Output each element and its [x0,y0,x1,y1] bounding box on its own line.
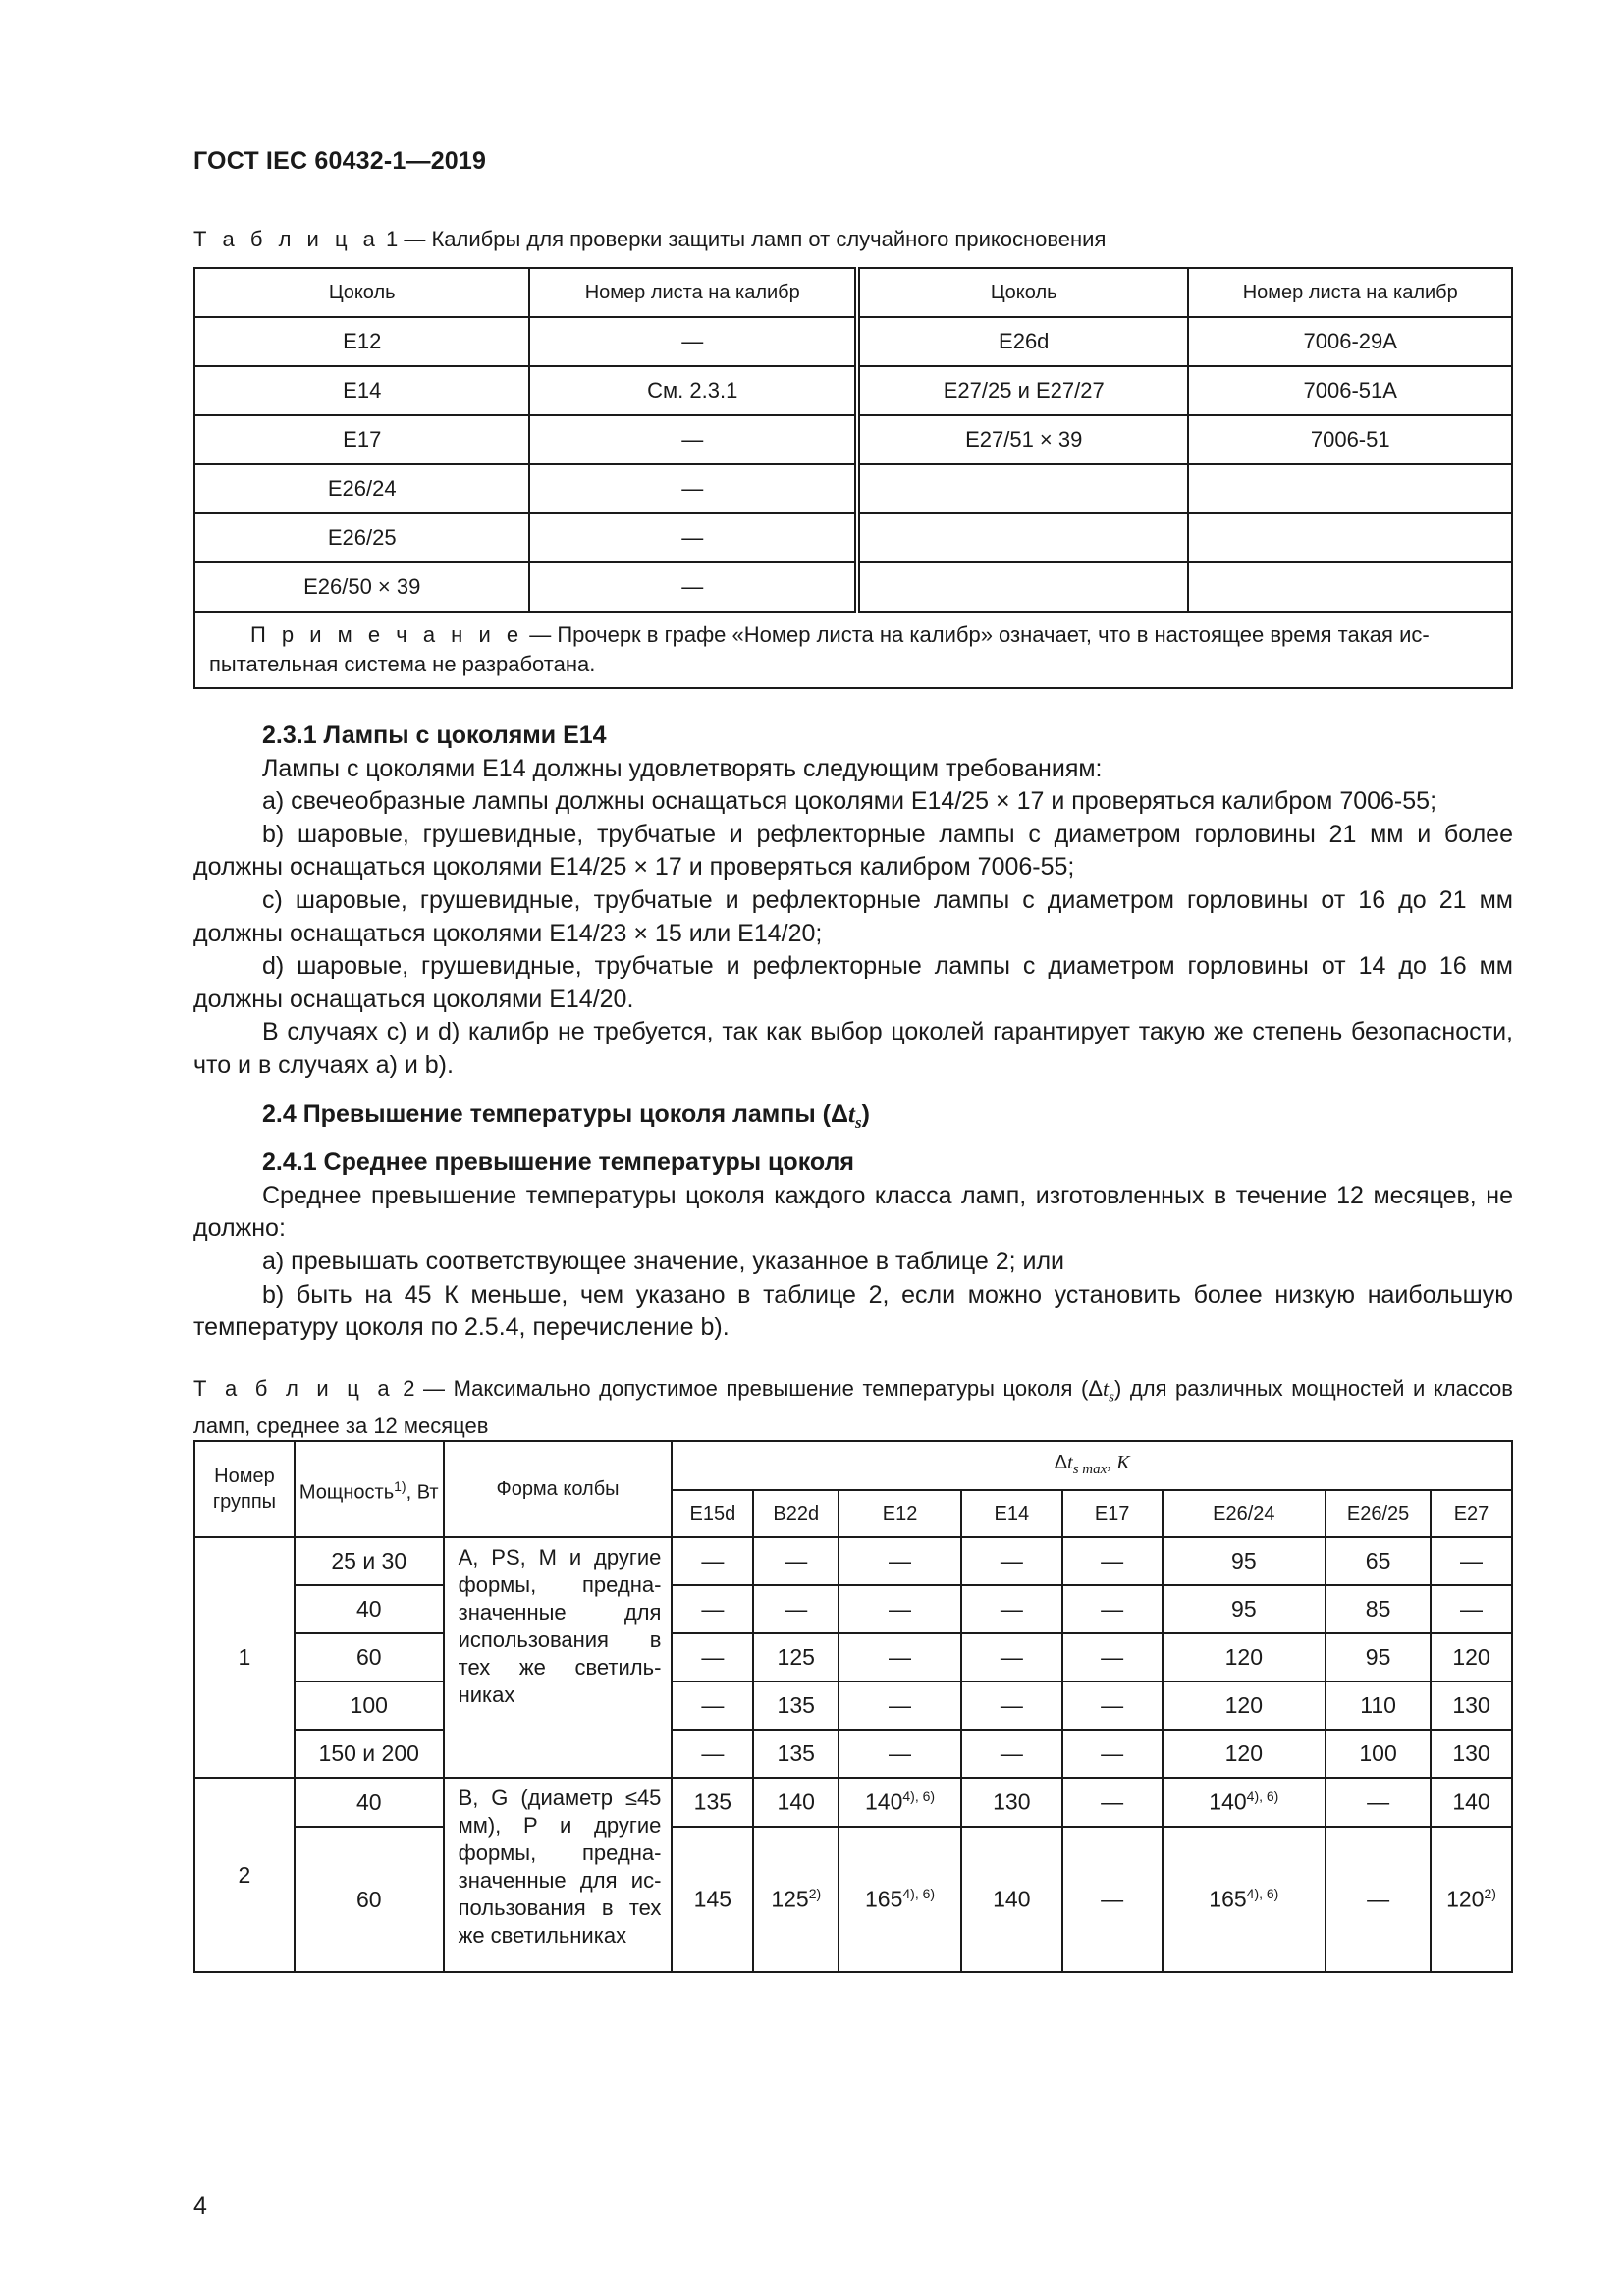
paragraph: b) шаровые, грушевидные, трубчатые и рефлекторные лампы с диаметром горловины 21 мм и более должны оснащаться цоколями E14/25 × 17 и проверяться калибром 7006-55; [193,820,1513,881]
table2-form: A, PS, M и другие формы, предназначенные для использования в тех же светильниках [444,1537,673,1778]
table2-value: 140 [993,1886,1031,1912]
table2-cell: — [839,1633,961,1682]
table2-cell: — [961,1585,1062,1633]
table2-cell [961,1827,1062,1972]
table2-header-dt-end: , K [1107,1451,1130,1473]
table-row [194,513,1512,562]
table2-header-power-sup: 1) [394,1477,406,1494]
table2-base-header: E27 [1431,1490,1512,1537]
table-row [194,317,1512,366]
table2-value: 130 [993,1789,1031,1815]
table2-cell: 95 [1326,1633,1431,1682]
table2-cell: — [961,1730,1062,1778]
paragraph: c) шаровые, грушевидные, трубчатые и рефлекторные лампы с диаметром горловины от 16 до 21 мм должны оснащаться цоколями E14/23 × 15 или E14/20; [193,885,1513,947]
table2-header-dt-sub: s max [1072,1461,1108,1477]
table-row [194,1778,1512,1827]
section-heading-2-4-1: 2.4.1 Среднее превышение температуры цоколя [262,1148,854,1177]
table1-cell: E17 [194,415,529,464]
footnote-ref: 2) [808,1886,822,1902]
table2-value: — [1367,1789,1390,1815]
table2-cell: 130 [1431,1730,1512,1778]
footnote-ref: 2) [1484,1886,1496,1902]
table2-base-header: E26/24 [1163,1490,1326,1537]
table2-base-header: E14 [961,1490,1062,1537]
table2-cell: — [839,1537,961,1585]
body-text [193,720,1513,1345]
table1-note-prefix: П р и м е ч а н и е [250,622,524,647]
table2-value: — [1101,1789,1124,1815]
section-2-4-heading-sub: s [854,1112,862,1132]
footnote-ref: 4), 6) [1246,1886,1279,1902]
table1-caption-text: 1 — Калибры для проверки защиты ламп от случайного прикосновения [379,227,1107,251]
table1-cell [857,562,1189,612]
table2-form: B, G (диаметр ≤45 мм), P и другие формы, предназначенные для использования в тех же светильниках [444,1778,673,1972]
table2-cell: — [961,1633,1062,1682]
table-row [194,1730,1512,1778]
table1-cell: E27/25 и E27/27 [857,366,1189,415]
table1-cell: 7006-51A [1188,366,1512,415]
paragraph: d) шаровые, грушевидные, трубчатые и рефлекторные лампы с диаметром горловины от 14 до 16 мм должны оснащаться цоколями E14/20. [193,952,1513,1013]
table1-cell: — [529,415,857,464]
table1-cell: E26d [857,317,1189,366]
table2-power: 150 и 200 [295,1730,444,1778]
table2-base-header: E26/25 [1326,1490,1431,1537]
table2-value: 165 [865,1886,903,1912]
table2-cell: — [839,1730,961,1778]
table2-cell [1431,1778,1512,1827]
table1-cell: — [529,317,857,366]
paragraph: Среднее превышение температуры цоколя каждого класса ламп, изготовленных в течение 12 месяцев, не должно: [193,1181,1513,1243]
table1-cell: 7006-51 [1188,415,1512,464]
table1-cell: — [529,513,857,562]
table2-caption [193,1374,1513,1441]
document-id: ГОСТ IEC 60432-1—2019 [193,147,487,175]
table1-cell: E26/25 [194,513,529,562]
table-row [194,562,1512,612]
paragraph: В случаях c) и d) калибр не требуется, так как выбор цоколей гарантирует такую же степень безопасности, что и в случаях a) и b). [193,1018,1513,1079]
footnote-ref: 4), 6) [902,1886,936,1902]
table1-cell: E14 [194,366,529,415]
table1-caption-prefix: Т а б л и ц а [193,227,380,251]
table1-cell: 7006-29A [1188,317,1512,366]
table2-value: 135 [693,1789,732,1815]
table1-cell: E26/50 × 39 [194,562,529,612]
table2-power: 100 [295,1682,444,1730]
table2-caption-text: 2 — Максимально допустимое превышение температуры цоколя (Δ [394,1376,1104,1401]
table-row [194,1682,1512,1730]
table2-value: 140 [777,1789,815,1815]
table2 [193,1440,1513,1973]
table2-cell: — [672,1730,753,1778]
table2-value: 165 [1209,1886,1247,1912]
table2-cell [753,1778,839,1827]
table2-header-dt-var: t [1067,1451,1073,1473]
table2-group-number: 1 [194,1537,295,1778]
table2-header-form: Форма колбы [444,1441,673,1537]
table2-cell: — [1062,1585,1163,1633]
table2-cell: — [839,1682,961,1730]
table2-cell: 125 [753,1633,839,1682]
table2-cell [1163,1778,1326,1827]
table-row [194,1585,1512,1633]
table2-cell: — [961,1682,1062,1730]
table2-base-header: E17 [1062,1490,1163,1537]
table2-power: 40 [295,1778,444,1827]
section-2-4-heading-text: 2.4 Превышение температуры цоколя лампы (Δ [262,1099,848,1128]
table2-cell: 135 [753,1730,839,1778]
table2-cell: — [839,1585,961,1633]
table2-caption-end: ) для различных мощностей и классов ламп, среднее за 12 месяцев [193,1376,1513,1439]
table2-caption-var: t [1103,1376,1110,1401]
table2-cell [961,1778,1062,1827]
table1 [193,267,1513,689]
table2-cell [753,1827,839,1972]
table2-base-header: E15d [672,1490,753,1537]
table1-cell [857,513,1189,562]
table1-header-cell: Цоколь [857,268,1189,317]
table2-power: 60 [295,1827,444,1972]
paragraph: a) превышать соответствующее значение, указанное в таблице 2; или [262,1247,1065,1275]
paragraph: b) быть на 45 К меньше, чем указано в таблице 2, если можно установить более низкую наибольшую температуру цоколя по 2.5.4, перечисление b). [193,1280,1513,1342]
table2-cell: — [672,1585,753,1633]
table-row [194,1537,1512,1585]
table1-cell [1188,464,1512,513]
table2-cell: — [672,1633,753,1682]
table2-value: — [1367,1886,1390,1912]
section-2-4-heading-var: t [847,1100,855,1128]
table2-header-dt [672,1441,1512,1490]
table1-caption [193,225,1106,254]
table2-cell [672,1778,753,1827]
table2-cell: 95 [1163,1585,1326,1633]
table2-cell [1431,1827,1512,1972]
table2-header-dt-symbol: Δ [1054,1451,1068,1473]
table1-cell: E27/51 × 39 [857,415,1189,464]
footnote-ref: 4), 6) [1246,1789,1279,1805]
table2-cell: — [753,1537,839,1585]
table1-note-row [194,612,1512,688]
table2-cell [1326,1778,1431,1827]
table2-cell [1062,1778,1163,1827]
table1-header-cell: Цоколь [194,268,529,317]
table1-cell [1188,562,1512,612]
paragraph: a) свечеобразные лампы должны оснащаться цоколями E14/25 × 17 и проверяться калибром 7006-55; [262,787,1437,816]
table2-cell: 120 [1431,1633,1512,1682]
table2-cell: 120 [1163,1633,1326,1682]
table2-cell: 110 [1326,1682,1431,1730]
table2-base-header: E12 [839,1490,961,1537]
table1-cell: — [529,464,857,513]
table2-cell [672,1827,753,1972]
table2-cell: 85 [1326,1585,1431,1633]
table2-header-power-b: , Вт [406,1481,439,1504]
table2-cell [839,1827,961,1972]
table2-cell [1326,1827,1431,1972]
table2-value: 145 [693,1886,732,1912]
table1-note [194,612,1512,688]
table2-caption-prefix: Т а б л и ц а [193,1376,395,1401]
section-heading-2-4 [193,1098,1513,1140]
table2-value: 140 [865,1789,903,1815]
table2-header-power-a: Мощность [298,1481,395,1504]
table2-value: 140 [1209,1789,1247,1815]
table-row [194,464,1512,513]
table2-cell: — [1062,1537,1163,1585]
table2-cell: — [672,1682,753,1730]
table2-cell [1163,1827,1326,1972]
table2-cell: 135 [753,1682,839,1730]
table2-base-header: B22d [753,1490,839,1537]
table1-cell [1188,513,1512,562]
table2-cell: 95 [1163,1537,1326,1585]
table2-value: 120 [1446,1886,1485,1912]
table1-header-cell: Номер листа на калибр [1188,268,1512,317]
table-row [194,1827,1512,1972]
table2-cell: — [1062,1633,1163,1682]
table2-cell: — [1431,1537,1512,1585]
table2-cell: — [1431,1585,1512,1633]
section-heading-2-3-1: 2.3.1 Лампы с цоколями E14 [262,721,607,749]
paragraph: Лампы с цоколями E14 должны удовлетворять следующим требованиям: [262,754,1103,782]
table2-power: 60 [295,1633,444,1682]
table1-cell: — [529,562,857,612]
table2-cell: 100 [1326,1730,1431,1778]
page-number: 4 [193,2192,207,2219]
table1-header-row [194,268,1512,317]
table2-value: 140 [1452,1789,1490,1815]
table2-cell: — [672,1537,753,1585]
table1-cell [857,464,1189,513]
table2-value: 125 [771,1886,809,1912]
table2-cell: 130 [1431,1682,1512,1730]
table1-cell: См. 2.3.1 [529,366,857,415]
table2-caption-sub: s [1109,1389,1114,1406]
table2-header-power [295,1441,444,1537]
table2-power: 40 [295,1585,444,1633]
table-row [194,1633,1512,1682]
table-row [194,366,1512,415]
table2-header-row [194,1441,1512,1490]
section-2-4-heading-end: ) [861,1099,870,1128]
table2-cell: — [1062,1682,1163,1730]
table2-cell [1062,1827,1163,1972]
table2-value: — [1101,1886,1124,1912]
table2-cell [839,1778,961,1827]
table2-cell: 65 [1326,1537,1431,1585]
table2-header-group: Номер группы [194,1441,295,1537]
table2-cell: 120 [1163,1730,1326,1778]
table-row [194,415,1512,464]
table1-note-text: — Прочерк в графе «Номер листа на калибр» означает, что в настоящее время такая испытательная система не разработана. [209,622,1430,676]
table2-group-number: 2 [194,1778,295,1972]
table2-cell: — [1062,1730,1163,1778]
table2-power: 25 и 30 [295,1537,444,1585]
table2-cell: 120 [1163,1682,1326,1730]
table2-cell: — [961,1537,1062,1585]
footnote-ref: 4), 6) [902,1789,936,1805]
table1-header-cell: Номер листа на калибр [529,268,857,317]
table2-cell: — [753,1585,839,1633]
table1-cell: E12 [194,317,529,366]
table1-cell: E26/24 [194,464,529,513]
